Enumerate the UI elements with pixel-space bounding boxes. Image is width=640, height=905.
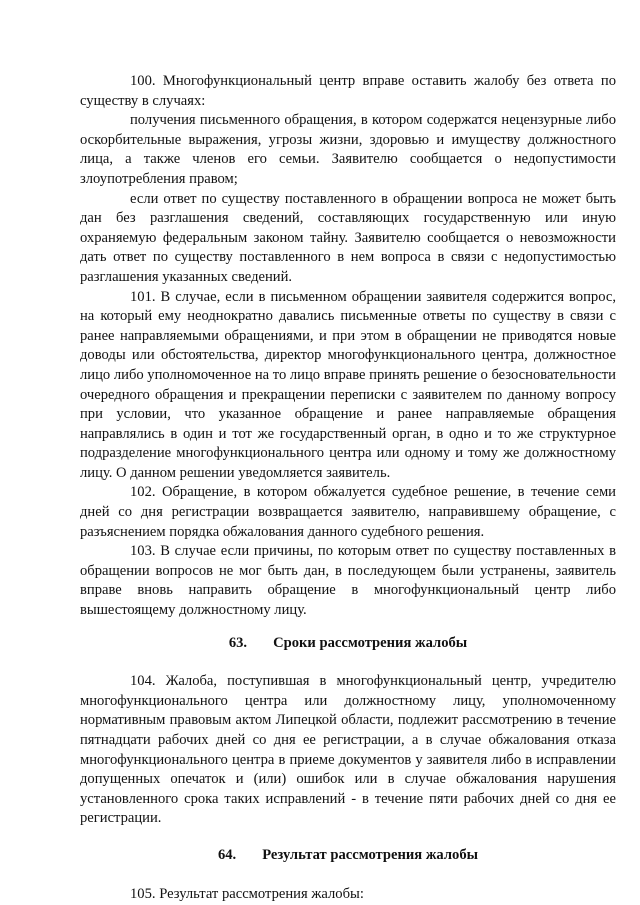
paragraph-100-case-2: если ответ по существу поставленного в обращении вопроса не может быть дан без разглашения сведений, составляющих государственную или иную охраняемую федеральным законом тайну. Заявителю сообщается о невозможности дать ответ по существу поставленного в нем вопроса в связи с недопустимостью разглашения указанных сведений. [80,190,616,285]
paragraph-102: 102. Обращение, в котором обжалуется судебное решение, в течение семи дней со дня регистрации возвращается заявителю, направившему обращение, с разъяснением порядка обжалования данного судебного решения. [80,484,616,540]
document-page [80,72,616,904]
section-number: 64. [217,846,237,863]
paragraph-103: 103. В случае если причины, по которым ответ по существу поставленных в обращении вопросов не мог быть дан, в последующем были устранены, заявитель вправе вновь направить обращение в многофункциональный центр либо вышестоящему должностному лицу. [80,543,616,619]
paragraph-105: 105. Результат рассмотрения жалобы: [130,885,364,902]
section-heading-64 [80,846,616,866]
section-heading-63 [80,634,616,654]
paragraph-100: 100. Многофункциональный центр вправе оставить жалобу без ответа по существу в случаях: [80,73,616,109]
section-title: Результат рассмотрения жалобы [262,846,479,863]
paragraph-104: 104. Жалоба, поступившая в многофункциональный центр, учредителю многофункционального центра или должностному лицу, уполномоченному нормативным правовым актом Липецкой области, подлежит рассмотрению в течение пятнадцати рабочих дней со дня ее регистрации, а в случае обжалования отказа многофункционального центра в приеме документов у заявителя либо в исправлении допущенных опечаток и (или) ошибок или в случае обжалования нарушения установленного срока таких исправлений - в течение пяти рабочих дней со дня ее регистрации. [80,673,616,827]
paragraph-100-case-1: получения письменного обращения, в котором содержатся нецензурные либо оскорбительные выражения, угрозы жизни, здоровью и имуществу должностного лица, а также членов его семьи. Заявителю сообщается о недопустимости злоупотребления правом; [80,112,616,187]
paragraph-101: 101. В случае, если в письменном обращении заявителя содержится вопрос, на который ему неоднократно давались письменные ответы по существу в связи с ранее направляемыми обращениями, и при этом в обращении не приводятся новые доводы или обстоятельства, директор многофункционального центра, должностное лицо либо уполномоченное на то лицо вправе принять решение о безосновательности очередного обращения и прекращении переписки с заявителем по данному вопросу при условии, что указанное обращение и ранее направляемые обращения направлялись в один и тот же государственный орган, в одно и то же структурное подразделение многофункционального центра или одному и тому же должностному лицу. О данном решении уведомляется заявитель. [80,288,616,481]
section-title: Сроки рассмотрения жалобы [273,634,468,651]
section-number: 63. [228,634,248,651]
